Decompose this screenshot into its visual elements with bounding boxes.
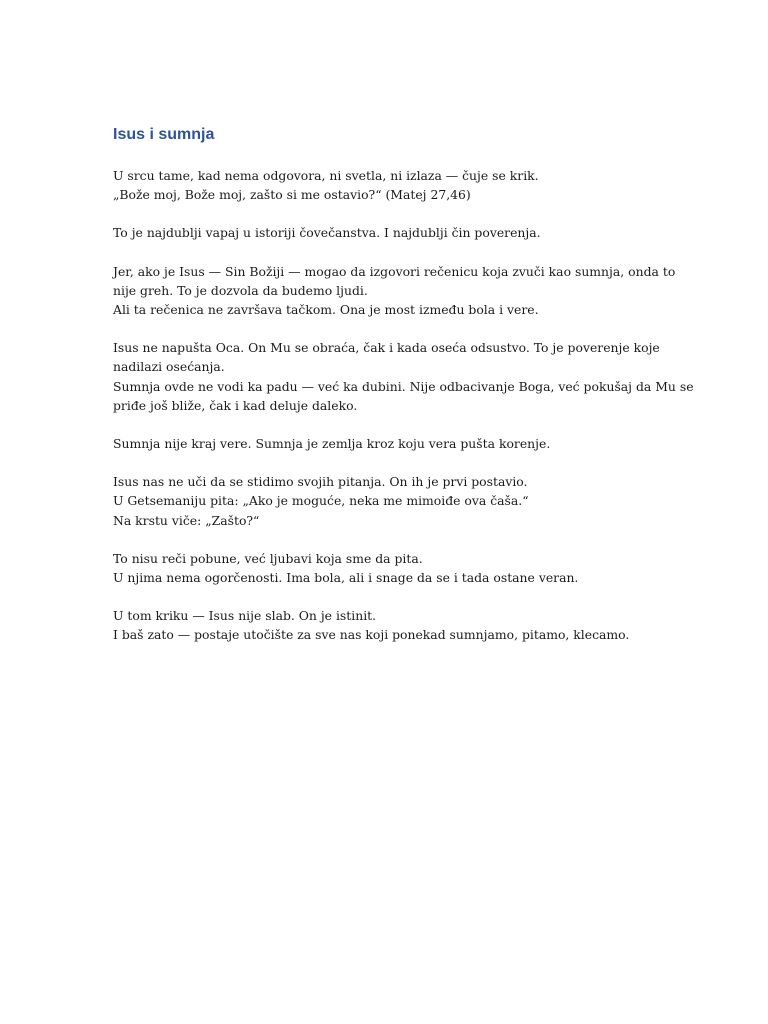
paragraph (113, 472, 658, 530)
paragraph-line: U njima nema ogorčenosti. Ima bola, ali i snage da se i tada ostane veran. (113, 570, 579, 586)
paragraph-line: „Bože moj, Bože moj, zašto si me ostavio?“ (Matej 27,46) (113, 187, 471, 203)
paragraph (113, 223, 658, 242)
paragraph-line: To nisu reči pobune, već ljubavi koja sme da pita. (113, 550, 423, 566)
paragraph-line: nije greh. To je dozvola da budemo ljudi. (113, 282, 368, 298)
paragraph-line: U Getsemaniju pita: „Ako je moguće, neka me mimoiđe ova čaša.“ (113, 493, 529, 509)
paragraph-line: Ali ta rečenica ne završava tačkom. Ona je most između bola i vere. (113, 302, 539, 318)
paragraph (113, 606, 658, 644)
paragraph-line: Sumnja ovde ne vodi ka padu — već ka dubini. Nije odbacivanje Boga, već pokušaj da Mu se (113, 378, 694, 394)
paragraph-line: I baš zato — postaje utočište za sve nas koji ponekad sumnjamo, pitamo, klecamo. (113, 627, 630, 643)
paragraph-line: U tom kriku — Isus nije slab. On je istinit. (113, 608, 377, 624)
paragraph-line: nadilazi osećanja. (113, 359, 225, 375)
paragraph-line: Jer, ako je Isus — Sin Božiji — mogao da izgovori rečenicu koja zvuči kao sumnja, onda to (113, 263, 676, 279)
paragraph-line: Na krstu viče: „Zašto?“ (113, 512, 260, 528)
document-body (113, 124, 694, 664)
paragraph-line: priđe još bliže, čak i kad deluje daleko. (113, 397, 358, 413)
paragraph-line: Isus nas ne uči da se stidimo svojih pitanja. On ih je prvi postavio. (113, 474, 528, 490)
paragraph-line: To je najdublji vapaj u istoriji čovečanstva. I najdublji čin poverenja. (113, 225, 541, 241)
paragraph (113, 166, 658, 204)
paragraph-line: Isus ne napušta Oca. On Mu se obraća, čak i kada oseća odsustvo. To je poverenje koje (113, 340, 660, 356)
paragraph (113, 262, 676, 320)
paragraph (113, 338, 694, 415)
page-title: Isus i sumnja (113, 126, 215, 143)
paragraph (113, 434, 658, 453)
paragraph-line: U srcu tame, kad nema odgovora, ni svetla, ni izlaza — čuje se krik. (113, 168, 539, 183)
paragraph-line: Sumnja nije kraj vere. Sumnja je zemlja kroz koju vera pušta korenje. (113, 436, 551, 452)
paragraph (113, 549, 658, 587)
